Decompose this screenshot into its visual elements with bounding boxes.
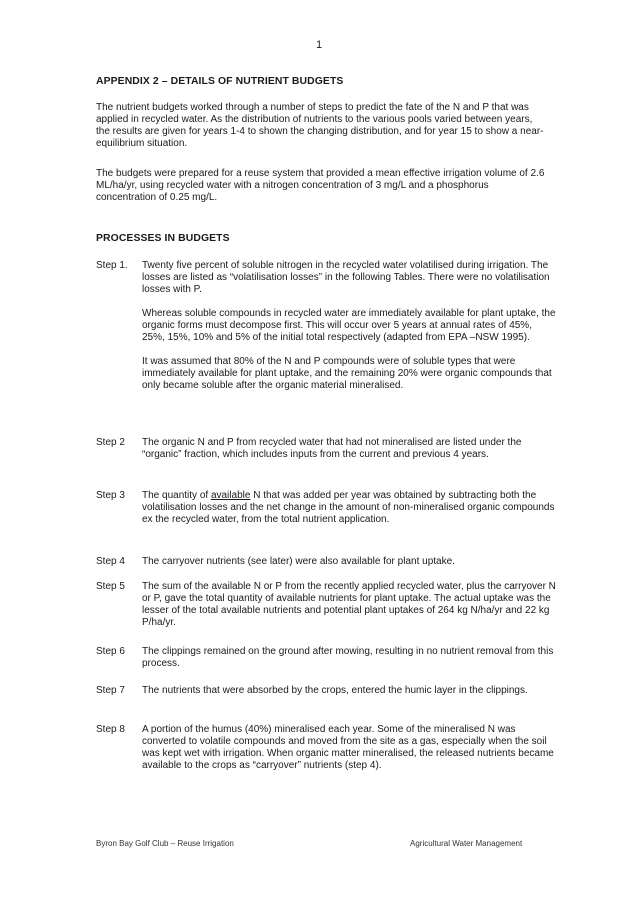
step-3-underlined-word: available: [210, 490, 251, 501]
section-heading: PROCESSES IN BUDGETS: [96, 233, 230, 244]
step-label: Step 8: [96, 724, 125, 735]
step-label: Step 2: [96, 437, 125, 448]
step-1-paragraph-1: Twenty five percent of soluble nitrogen in the recycled water volatilised during irrigation. The losses are listed as “volatilisation losses” in the following Tables. There were no volatilisation losses with P.: [142, 260, 550, 295]
step-8: [96, 724, 556, 772]
step-6: [96, 646, 556, 670]
step-4: [96, 556, 556, 568]
step-1: [96, 260, 556, 392]
step-label: Step 7: [96, 685, 125, 696]
step-body: The nutrients that were absorbed by the crops, entered the humic layer in the clippings.: [142, 685, 528, 696]
step-7: [96, 685, 556, 697]
step-label: Step 5: [96, 581, 125, 592]
intro-paragraph-2: The budgets were prepared for a reuse system that provided a mean effective irrigation volume of 2.6 ML/ha/yr, using recycled water with a nitrogen concentration of 3 mg/L and a phosphorus concentration of 0.25 mg/L.: [96, 168, 545, 203]
appendix-title: APPENDIX 2 – DETAILS OF NUTRIENT BUDGETS: [96, 76, 344, 87]
step-body: The clippings remained on the ground after mowing, resulting in no nutrient removal from this process.: [142, 646, 554, 669]
step-1-paragraph-3: It was assumed that 80% of the N and P compounds were of soluble types that were immediately available for plant uptake, and the remaining 20% were organic compounds that only became soluble after the organic material mineralised.: [142, 356, 552, 391]
step-body: The organic N and P from recycled water that had not mineralised are listed under the “organic” fraction, which includes inputs from the current and previous 4 years.: [142, 437, 522, 460]
step-3: [96, 490, 556, 526]
step-2: [96, 437, 556, 461]
page-number: 1: [315, 39, 323, 51]
step-label: Step 3: [96, 490, 125, 501]
step-body: [142, 490, 556, 526]
step-5: [96, 581, 556, 629]
footer-right: Agricultural Water Management: [410, 839, 523, 848]
step-body: The carryover nutrients (see later) were also available for plant uptake.: [142, 556, 455, 567]
intro-paragraph-1: The nutrient budgets worked through a number of steps to predict the fate of the N and P that was applied in recycled water. As the distribution of nutrients to the various pools varied between years, the results are given for years 1-4 to shown the changing distribution, and for year 15 to show a near-equilibrium situation.: [96, 102, 544, 149]
step-3-text-after: N that was added per year was obtained by subtracting both the volatilisation losses and the net change in the amount of non-mineralised organic compounds ex the recycled water, from the total nutrient application.: [142, 490, 555, 525]
step-3-text-before: The quantity of: [142, 490, 211, 501]
step-label: Step 1.: [96, 260, 128, 271]
footer-left: Byron Bay Golf Club – Reuse Irrigation: [96, 839, 234, 848]
step-body: The sum of the available N or P from the recently applied recycled water, plus the carryover N or P, gave the total quantity of available nutrients for plant uptake. The actual uptake was the lesser of the total available nutrients and potential plant uptakes of 264 kg N/ha/yr and 22 kg P/ha/yr.: [142, 581, 556, 628]
step-1-paragraph-2: Whereas soluble compounds in recycled water are immediately available for plant uptake, the organic forms must decompose first. This will occur over 5 years at annual rates of 45%, 25%, 15%, 10% and 5% of the initial total respectively (adapted from EPA –NSW 1995).: [142, 308, 556, 343]
step-label: Step 4: [96, 556, 125, 567]
step-body: A portion of the humus (40%) mineralised each year. Some of the mineralised N was converted to volatile compounds and moved from the site as a gas, especially when the soil was kept wet with irrigation. When organic matter mineralised, the released nutrients became available to the crops as “carryover” nutrients (step 4).: [142, 724, 554, 771]
step-label: Step 6: [96, 646, 125, 657]
step-body: [142, 260, 556, 392]
